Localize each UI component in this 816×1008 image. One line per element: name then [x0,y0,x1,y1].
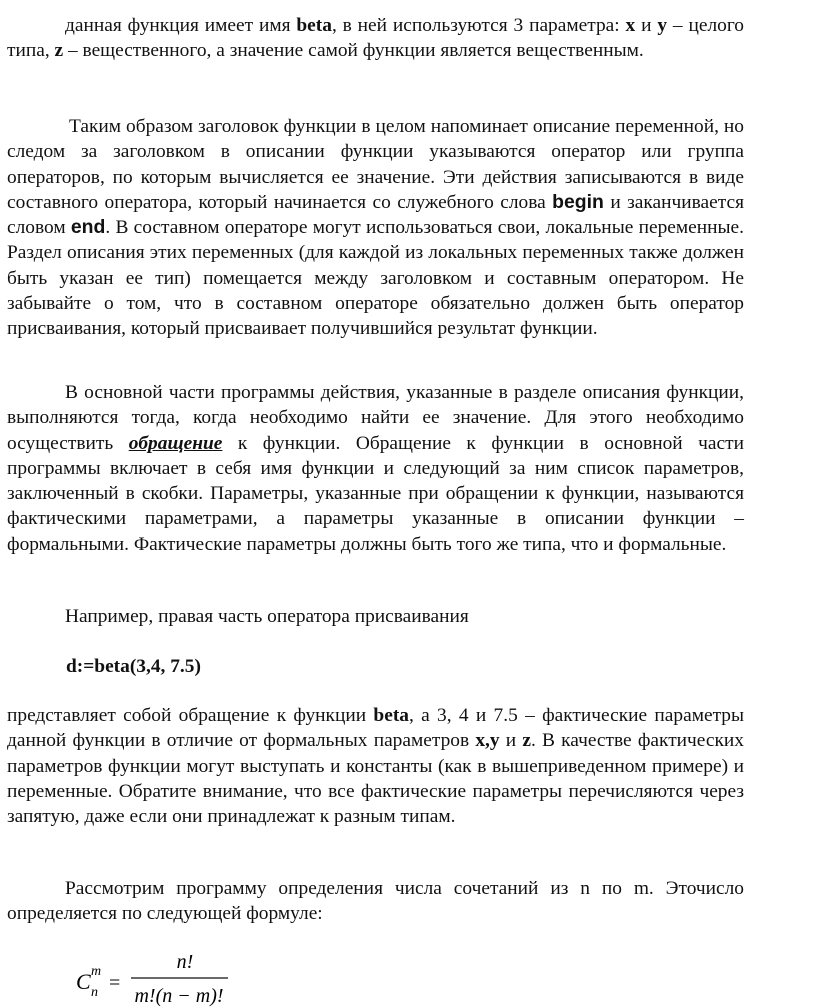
param-xy: x,y [475,730,500,752]
text-run: и [499,730,523,752]
text-run: – целого типа, [7,15,745,62]
text-run: , а 3, 4 и 7.5 – фактические параметры данной функции в отличие от формальных параметров [7,705,745,752]
param-z: z [54,40,64,62]
formula-subscript: n [91,985,98,1000]
text-run: Таким образом заголовок функции в целом напоминает описание переменной, но следом за заголовком в описании функции указываются оператор или группа операторов, по которым вычисляется ее значение. Эти действия записываются в виде составного оператора, который начинается со служебного слова [7,116,744,213]
param-y: y [657,15,668,36]
paragraph-combinations: Рассмотрим программу определения числа сочетаний из n по m. Эточисло определяется по следующей формуле: [7,878,744,925]
formula-denominator: m!(n − m)! [134,985,224,1007]
text-run: . В составном операторе могут использоваться свои, локальные переменные. Раздел описания этих переменных (для каждой из локальных переменных также должен быть указан ее тип) помещается между заголовком и составным оператором. Не забывайте о том, что в составном операторе обязательно должен быть оператор присваивания, который присваивает получившийся результат функции. [7,217,744,340]
param-z: z [522,730,531,752]
text-run: В основной части программы действия, указанные в разделе описания функции, выполняются тогда, когда необходимо найти ее значение. Для этого необходимо осуществить [7,382,744,454]
text-run: и [635,15,658,36]
text-run: представляет собой обращение к функции [7,705,374,726]
formula-c: C [76,969,91,994]
paragraph-actual-params [7,703,744,829]
paragraph-beta-params [7,13,744,64]
keyword-begin: begin [552,190,604,213]
combination-formula [76,950,236,1008]
formula-numerator: n! [176,951,194,973]
paragraph-example-intro: Например, правая часть оператора присваивания [65,606,469,627]
text-run: данная функция имеет имя [65,15,297,36]
text-run: к функции. Обращение к функции в основной части программы включает в себя имя функции и следующий за ним список параметров, заключенный в скобки. Параметры, указанные при обращении к функции, называются фактическими параметрами, а параметры указанные в описании функции – формальными. Фактические параметры должны быть того же типа, что и формальные. [7,432,744,555]
param-x: x [625,15,636,36]
text-run: и заканчивается словом [7,191,744,239]
term-call: обращение [128,432,223,454]
keyword-beta: beta [296,15,332,36]
formula-superscript: m [91,964,102,979]
paragraph-function-body [7,114,744,342]
code-example: d:=beta(3,4, 7.5) [66,656,201,677]
text-run: . В качестве фактических параметров функции могут выступать и константы (как в вышеприведенном примере) и переменные. Обратите внимание, что все фактические параметры перечисляются через запятую, даже если они принадлежат к разным типам. [7,730,744,828]
formula-equals: = [109,972,121,994]
paragraph-function-call [7,380,744,557]
keyword-end: end [70,216,106,239]
text-run: , в ней используются 3 параметра: [331,15,626,36]
keyword-beta: beta [373,705,409,726]
text-run: – вещественного, а значение самой функции является вещественным. [63,40,644,62]
